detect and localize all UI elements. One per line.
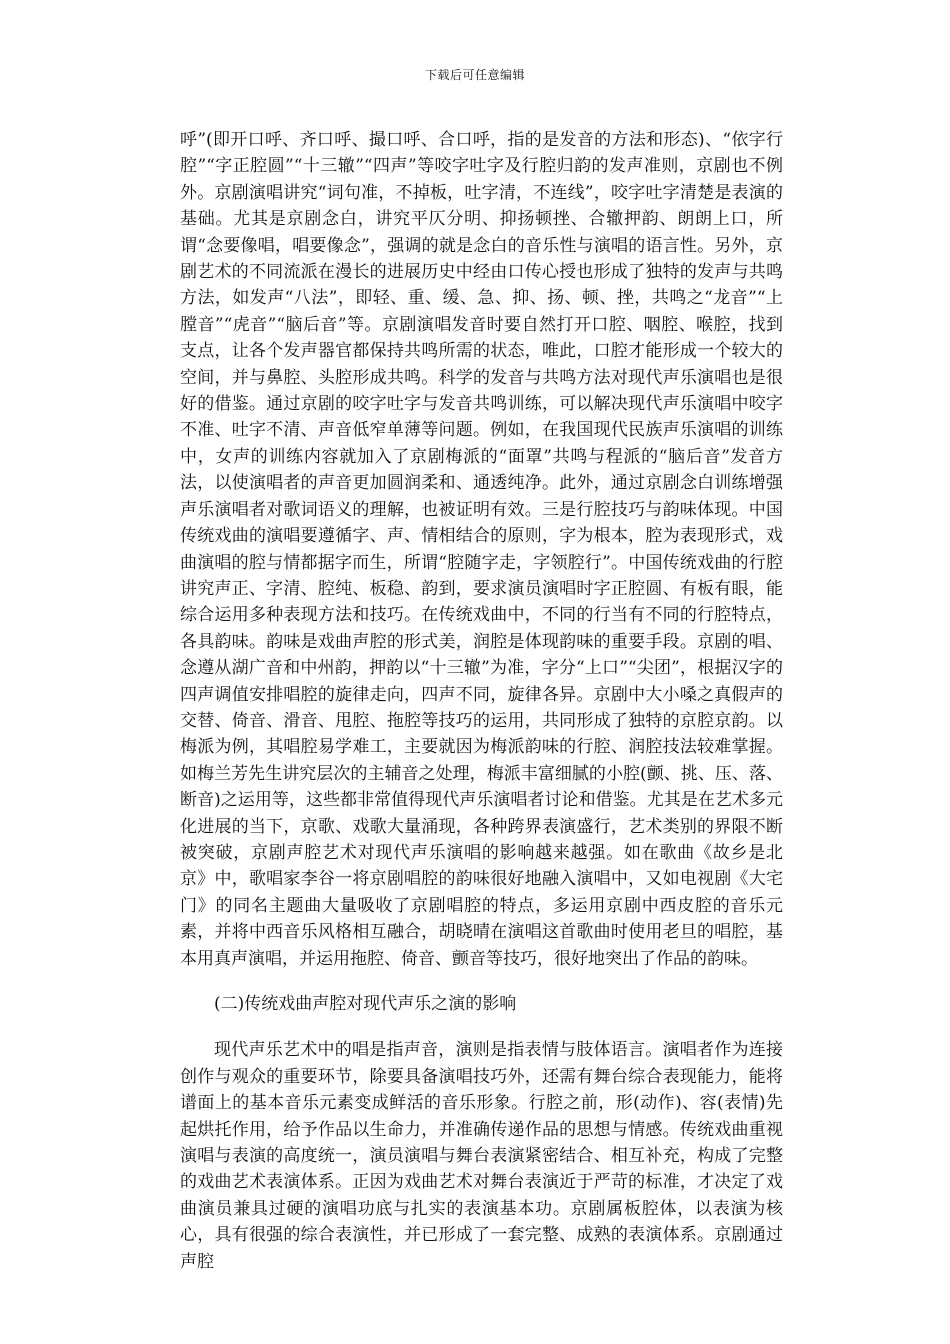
section-subheading: (二)传统戏曲声腔对现代声乐之演的影响 xyxy=(214,994,517,1014)
document-body xyxy=(180,127,783,1275)
body-paragraph-2: 现代声乐艺术中的唱是指声音，演则是指表情与肢体语言。演唱者作为连接创作与观众的重要环节，除要具备演唱技巧外，还需有舞台综合表现能力，能将谱面上的基本音乐元素变成鲜活的音乐形象。行腔之前，形(动作)、容(表情)先起烘托作用，给予作品以生命力，并准确传递作品的思想与情感。传统戏曲重视演唱与表演的高度统一，演员演唱与舞台表演紧密结合、相互补充，构成了完整的戏曲艺术表演体系。正因为戏曲艺术对舞台表演近于严苛的标准，才决定了戏曲演员兼具过硬的演唱功底与扎实的表演基本功。京剧属板腔体，以表演为核心，具有很强的综合表演性，并已形成了一套完整、成熟的表演体系。京剧通过声腔 xyxy=(180,1040,783,1272)
body-paragraph-1: 呼”(即开口呼、齐口呼、撮口呼、合口呼，指的是发音的方法和形态)、“依字行腔”“字正腔圆”“十三辙”“四声”等咬字吐字及行腔归韵的发声准则，京剧也不例外。京剧演唱讲究“词句准，不掉板，吐字清，不连线”，咬字吐字清楚是表演的基础。尤其是京剧念白，讲究平仄分明、抑扬顿挫、合辙押韵、朗朗上口，所谓“念要像唱，唱要像念”，强调的就是念白的音乐性与演唱的语言性。另外，京剧艺术的不同流派在漫长的进展历史中经由口传心授也形成了独特的发声与共鸣方法，如发声“八法”，即轻、重、缓、急、抑、扬、顿、挫，共鸣之“龙音”“上膛音”“虎音”“脑后音”等。京剧演唱发音时要自然打开口腔、咽腔、喉腔，找到支点，让各个发声器官都保持共鸣所需的状态，唯此，口腔才能形成一个较大的空间，并与鼻腔、头腔形成共鸣。科学的发音与共鸣方法对现代声乐演唱也是很好的借鉴。通过京剧的咬字吐字与发音共鸣训练，可以解决现代声乐演唱中咬字不准、吐字不清、声音低窄单薄等问题。例如，在我国现代民族声乐演唱的训练中，女声的训练内容就加入了京剧梅派的“面罩”共鸣与程派的“脑后音”发音方法，以使演唱者的声音更加圆润柔和、通透纯净。此外，通过京剧念白训练增强声乐演唱者对歌词语义的理解，也被证明有效。三是行腔技巧与韵味体现。中国传统戏曲的演唱要遵循字、声、情相结合的原则，字为根本，腔为表现形式，戏曲演唱的腔与情都据字而生，所谓“腔随字走，字领腔行”。中国传统戏曲的行腔讲究声正、字清、腔纯、板稳、韵到，要求演员演唱时字正腔圆、有板有眼，能综合运用多种表现方法和技巧。在传统戏曲中，不同的行当有不同的行腔特点，各具韵味。韵味是戏曲声腔的形式美，润腔是体现韵味的重要手段。京剧的唱、念遵从湖广音和中州韵，押韵以“十三辙”为准，字分“上口”“尖团”，根据汉字的四声调值安排唱腔的旋律走向，四声不同，旋律各异。京剧中大小嗓之真假声的交替、倚音、滑音、甩腔、拖腔等技巧的运用，共同形成了独特的京腔京韵。以梅派为例，其唱腔易学难工，主要就因为梅派韵味的行腔、润腔技法较难掌握。如梅兰芳先生讲究层次的主辅音之处理，梅派丰富细腻的小腔(颤、挑、压、落、断音)之运用等，这些都非常值得现代声乐演唱者讨论和借鉴。尤其是在艺术多元化进展的当下，京歌、戏歌大量涌现，各种跨界表演盛行，艺术类别的界限不断被突破，京剧声腔艺术对现代声乐演唱的影响越来越强。如在歌曲《故乡是北京》中，歌唱家李谷一将京剧唱腔的韵味很好地融入演唱中，又如电视剧《大宅门》的同名主题曲大量吸收了京剧唱腔的特点，多运用京剧中西皮腔的音乐元素，并将中西音乐风格相互融合，胡晓晴在演唱这首歌曲时使用老旦的唱腔，基本用真声演唱，并运用拖腔、倚音、颤音等技巧，很好地突出了作品的韵味。 xyxy=(180,130,783,969)
page-header: 下载后可任意编辑 xyxy=(424,68,525,82)
